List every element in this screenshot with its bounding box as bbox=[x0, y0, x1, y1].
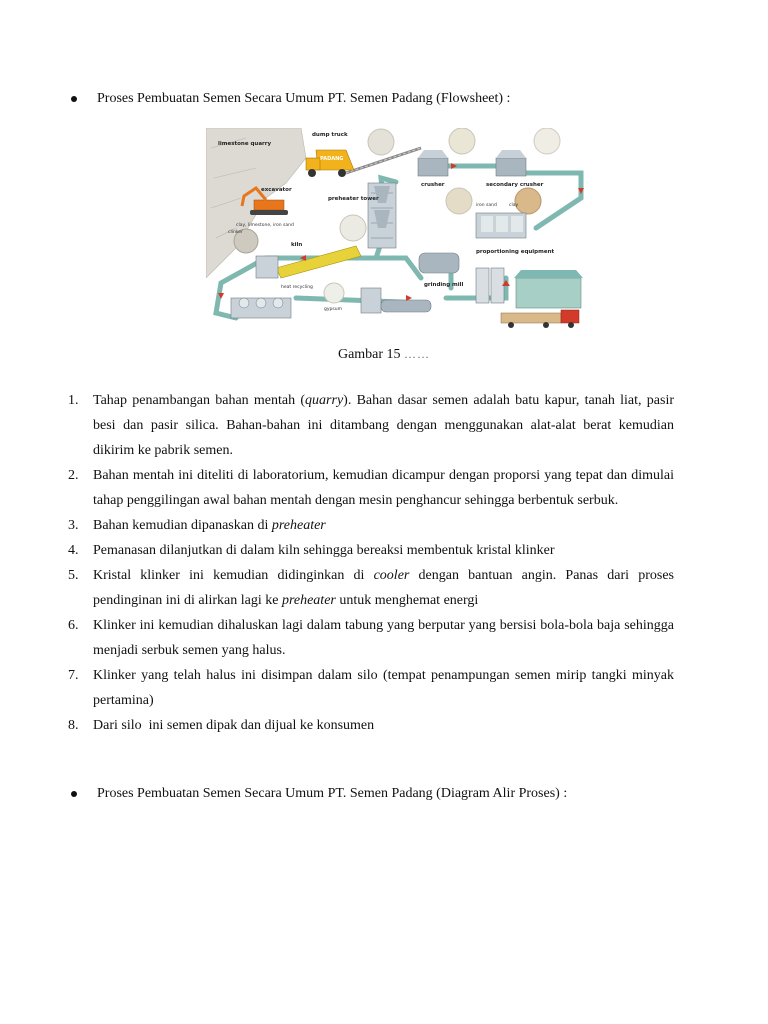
sample-limestone bbox=[368, 129, 394, 155]
mill-drum bbox=[419, 253, 459, 273]
caption-text: Gambar 15 bbox=[337, 347, 401, 362]
step-number: 7. bbox=[68, 668, 79, 683]
step-item bbox=[68, 663, 674, 713]
step-number: 6. bbox=[68, 618, 79, 633]
step-italic: cooler bbox=[373, 568, 410, 583]
step-text-after: ). Bahan dasar semen adalah batu kapur, tanah liat, pasir besi dan pasir silica. Bahan-bahan ini ditambang dengan menggunakan alat-alat berat kemudian dikirim ke pabrik semen. bbox=[93, 393, 674, 458]
heading-flowsheet-text: Proses Pembuatan Semen Secara Umum PT. Semen Padang (Flowsheet) : bbox=[97, 91, 511, 106]
sample-crushed bbox=[449, 128, 475, 154]
truck-cab-red bbox=[561, 310, 579, 323]
gypsum-silo bbox=[361, 288, 381, 313]
step-italic-2: preheater bbox=[281, 593, 336, 608]
cooler-fan-3 bbox=[273, 298, 283, 308]
label-dump-truck: dump truck bbox=[312, 132, 348, 138]
sample-iron-sand bbox=[446, 188, 472, 214]
label-crusher: crusher bbox=[421, 182, 445, 188]
step-text: Kristal klinker ini kemudian didinginkan di bbox=[93, 568, 374, 583]
silo-1 bbox=[476, 268, 489, 303]
step-item bbox=[68, 613, 674, 663]
proportioning-equipment bbox=[476, 213, 526, 238]
label-clay: clay bbox=[509, 203, 519, 208]
heading-diagram-text: Proses Pembuatan Semen Secara Umum PT. Semen Padang (Diagram Alir Proses) : bbox=[97, 786, 568, 801]
step-item bbox=[68, 388, 674, 463]
wheel-3 bbox=[568, 322, 574, 328]
excavator-body bbox=[254, 200, 284, 210]
step-number: 1. bbox=[68, 393, 79, 408]
figure-caption bbox=[0, 347, 768, 363]
truck-trailer bbox=[501, 313, 561, 323]
wheel-1 bbox=[508, 322, 514, 328]
sample-gypsum bbox=[324, 283, 344, 303]
wheel-2 bbox=[543, 322, 549, 328]
bullet-icon bbox=[71, 791, 77, 797]
step-item bbox=[68, 463, 674, 513]
excavator-tracks bbox=[250, 210, 288, 215]
bullet-heading-flowsheet bbox=[68, 89, 510, 109]
label-quarry: limestone quarry bbox=[218, 141, 272, 147]
sample-mix bbox=[340, 215, 366, 241]
label-clinker: clinker bbox=[228, 230, 243, 235]
step-text-after-2: untuk menghemat energi bbox=[335, 593, 479, 608]
step-item bbox=[68, 713, 674, 738]
label-gypsum: gypsum bbox=[324, 307, 342, 312]
step-text: Klinker ini kemudian dihaluskan lagi dalam tabung yang berputar yang bersisi bola-bola baja sehingga menjadi serbuk semen yang halus. bbox=[93, 618, 674, 658]
silo-2 bbox=[491, 268, 504, 303]
step-text: Bahan mentah ini diteliti di laboratorium, kemudian dicampur dengan proporsi yang tepat dan dimulai tahap penggilingan awal bahan mentah dengan mesin penghancur sehingga berbentuk serbuk. bbox=[93, 468, 674, 508]
cooler bbox=[231, 298, 291, 318]
kiln-hood bbox=[256, 256, 278, 278]
crusher bbox=[418, 150, 448, 176]
preheater-tower bbox=[368, 183, 396, 248]
plant-roof bbox=[514, 270, 583, 278]
sample-clay bbox=[515, 188, 541, 214]
label-iron-sand: iron sand bbox=[476, 203, 497, 208]
step-text: Dari silo ini semen dipak dan dijual ke konsumen bbox=[93, 718, 375, 733]
label-excavator: excavator bbox=[261, 187, 292, 193]
step-number: 2. bbox=[68, 468, 79, 483]
label-heat-recycling: heat recycling bbox=[281, 285, 313, 290]
step-text: Tahap penambangan bahan mentah ( bbox=[93, 393, 306, 408]
sample-fine bbox=[534, 128, 560, 154]
step-italic: quarry bbox=[305, 393, 344, 408]
label-grinding-mill: grinding mill bbox=[424, 282, 464, 288]
step-item bbox=[68, 513, 674, 538]
cooler-fan-1 bbox=[239, 298, 249, 308]
secondary-crusher bbox=[496, 150, 526, 176]
step-text: Pemanasan dilanjutkan di dalam kiln sehingga bereaksi membentuk kristal klinker bbox=[93, 543, 555, 558]
label-secondary-crusher: secondary crusher bbox=[486, 182, 544, 188]
truck-cab bbox=[306, 158, 320, 170]
step-text: Bahan kemudian dipanaskan di bbox=[93, 518, 272, 533]
truck-wheel-back bbox=[338, 169, 346, 177]
label-clay-mix: clay, limestone, iron sand bbox=[236, 223, 294, 228]
secondary-crusher-body bbox=[496, 158, 526, 176]
bullet-icon bbox=[71, 96, 77, 102]
packing-plant bbox=[514, 270, 583, 308]
step-item bbox=[68, 538, 674, 563]
process-steps-list bbox=[68, 388, 674, 738]
step-number: 4. bbox=[68, 543, 79, 558]
step-number: 8. bbox=[68, 718, 79, 733]
cooler-fan-2 bbox=[256, 298, 266, 308]
step-text: Klinker yang telah halus ini disimpan dalam silo (tempat penampungan semen mirip tangki minyak pertamina) bbox=[93, 668, 674, 708]
label-proportioning: proportioning equipment bbox=[476, 249, 555, 255]
truck-brand: PADANG bbox=[320, 156, 344, 162]
label-preheater-tower: preheater tower bbox=[328, 196, 379, 202]
step-number: 5. bbox=[68, 568, 79, 583]
label-kiln: kiln bbox=[291, 242, 303, 248]
plant-building bbox=[516, 278, 581, 308]
finish-mill bbox=[381, 300, 431, 312]
step-italic: preheater bbox=[271, 518, 326, 533]
hopper-3 bbox=[511, 216, 523, 232]
step-text-after: dengan bantuan angin. Panas dari proses pendinginan ini di alirkan lagi ke bbox=[93, 568, 674, 608]
cement-process-figure bbox=[206, 128, 588, 328]
caption-dots: …… bbox=[404, 347, 431, 361]
step-item bbox=[68, 563, 674, 613]
step-number: 3. bbox=[68, 518, 79, 533]
hopper-1 bbox=[481, 216, 493, 232]
truck-wheel-front bbox=[308, 169, 316, 177]
crusher-body bbox=[418, 158, 448, 176]
bullet-heading-diagram bbox=[68, 784, 567, 804]
hopper-2 bbox=[496, 216, 508, 232]
